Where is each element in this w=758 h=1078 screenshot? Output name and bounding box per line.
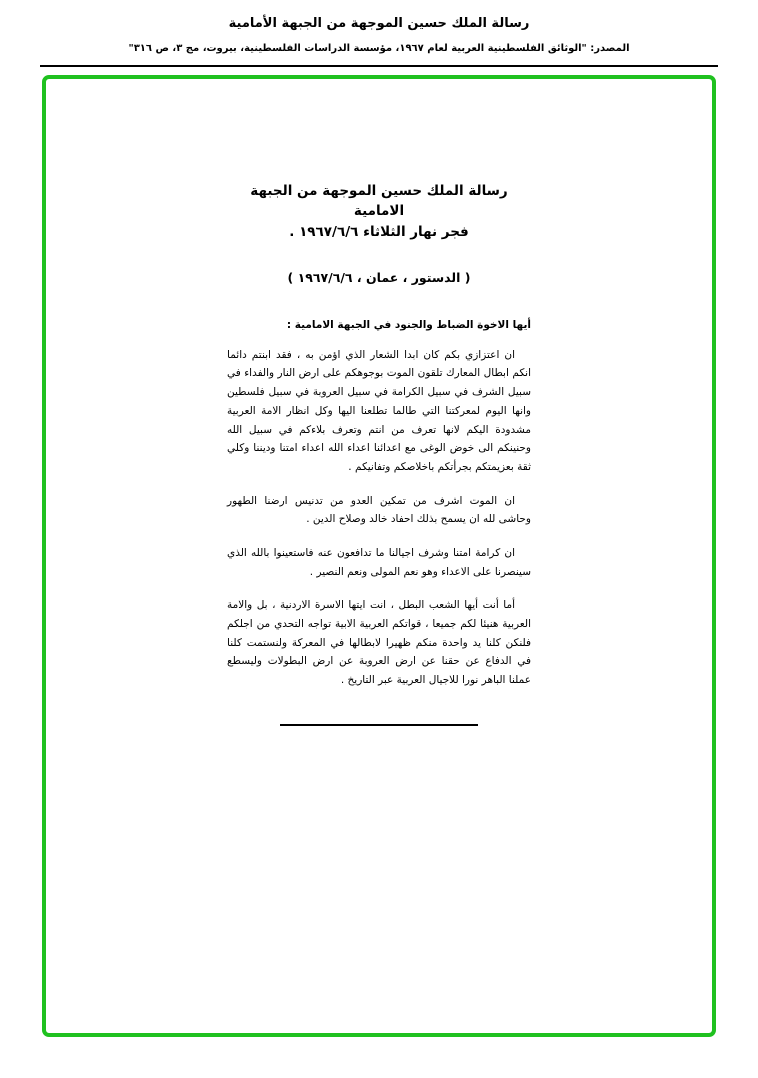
- header-rule: [40, 65, 718, 67]
- document-paragraph: ان الموت اشرف من تمكين العدو من تدنيس ارضنا الطهور وحاشى لله ان يسمح بذلك احفاد خالد وصلاح الدين .: [227, 494, 531, 526]
- document-paragraph: ان اعتزازي بكم كان ابدا الشعار الذي اؤمن به ، فقد ابنتم دائما انكم ابطال المعارك تلقون الموت بوجوهكم على ارض النار والفداء في سبيل الشرف في سبيل الكرامة في سبيل العروبة في سبيل فلسطين وانها اليوم لمعركتنا التي طالما تطلعنا اليها وكل انظار الامة العربية مشدودة اليكم لانها تعرف من انتم وتعرف بلاءكم في سبيل الله وحنينكم الى خوض الوغى مع اعدائنا اعداء الله اعداء امتنا وديننا وكلي ثقة بعزيمتكم بجرأتكم باخلاصكم وتفانيكم .: [227, 348, 531, 473]
- document-subtitle: ( الدستور ، عمان ، ١٩٦٧/٦/٦ ): [287, 269, 471, 285]
- document-end-rule: [280, 724, 478, 726]
- page-header: [0, 0, 758, 54]
- document-title: [227, 181, 531, 242]
- document-frame: [42, 75, 716, 1037]
- document-title-line2: فجر نهار الثلاثاء ١٩٦٧/٦/٦ .: [289, 223, 469, 240]
- document-paragraph: ان كرامة امتنا وشرف اجيالنا ما تدافعون عنه فاستعينوا بالله الذي سينصرنا على الاعداء وهو نعم المولى ونعم النصير .: [227, 546, 531, 578]
- document-title-line1: رسالة الملك حسين الموجهة من الجبهة الامامية: [250, 183, 508, 220]
- page-title: رسالة الملك حسين الموجهة من الجبهة الأمامية: [228, 16, 530, 31]
- document-salutation: أيها الاخوة الضباط والجنود في الجبهة الامامية :: [286, 318, 531, 331]
- document-paragraph: أما أنت أيها الشعب البطل ، انت ايتها الاسرة الاردنية ، بل والامة العربية هنيئا لكم جميعا ، قواتكم العربية الابية تواجه التحدي من اجلكم فلنكن كلنا يد واحدة منكم ظهيرا لابطالها في المعركة ولنستمت كلنا في الدفاع عن حقنا عن ارض العروبة عن ارض البطولات وليسطع عملنا الباهر نورا للاجيال العربية عبر التاريخ .: [227, 599, 531, 687]
- source-citation: المصدر: "الوثائق الفلسطينية العربية لعام ١٩٦٧، مؤسسة الدراسات الفلسطينية، بيروت، مج ٣، ص ٣١٦": [128, 43, 630, 54]
- document-content: [227, 79, 531, 726]
